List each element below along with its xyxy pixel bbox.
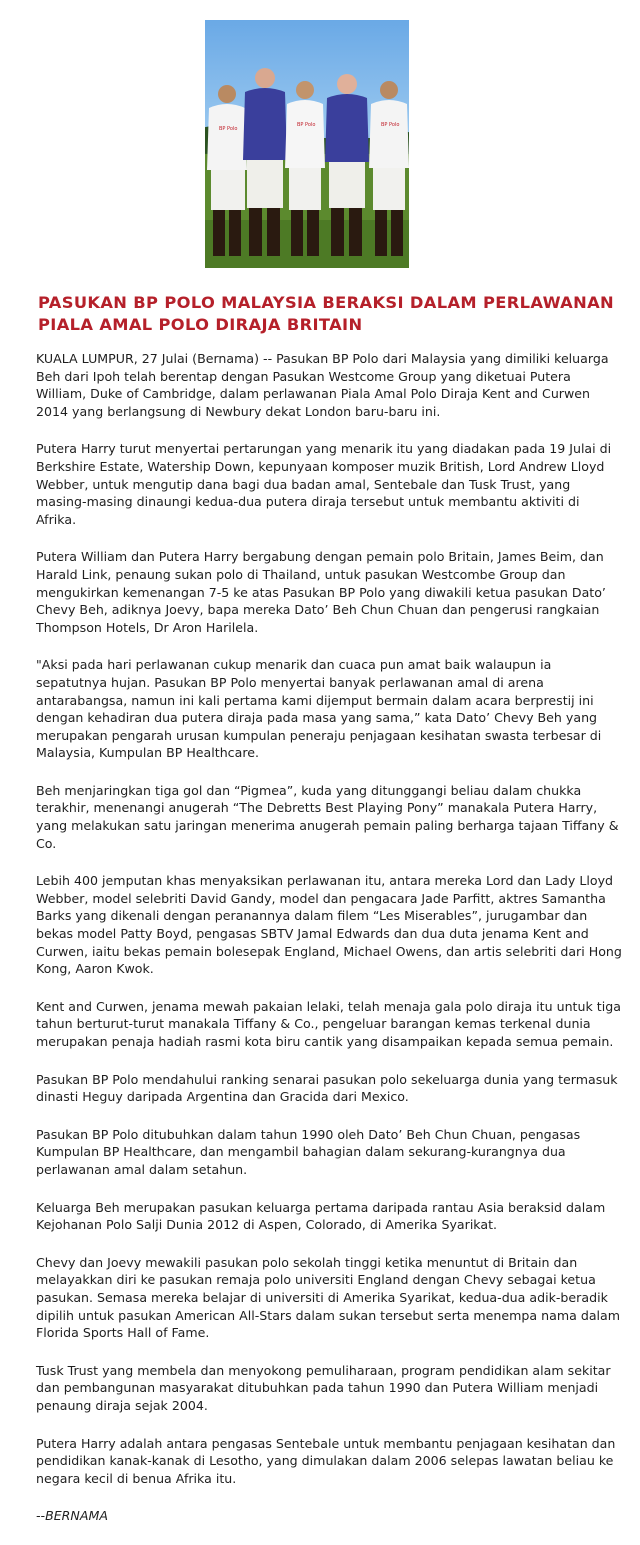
- article-headline: PASUKAN BP POLO MALAYSIA BERAKSI DALAM PERLAWANAN PIALA AMAL POLO DIRAJA BRITAIN: [38, 293, 615, 334]
- paragraph: Pasukan BP Polo mendahului ranking senarai pasukan polo sekeluarga dunia yang termasuk dinasti Heguy daripada Argentina dan Gracida dari Mexico.: [36, 1071, 618, 1105]
- paragraph: Kent and Curwen, jenama mewah pakaian lelaki, telah menaja gala polo diraja itu untuk tiga tahun berturut-turut manakala Tiffany & Co., pengeluar barangan kemas terkenal dunia merupakan penaja hadiah rasmi kota biru cantik yang disampaikan kepada semua pemain.: [36, 998, 621, 1049]
- paragraph: Putera Harry adalah antara pengasas Sentebale untuk membantu penjagaan kesihatan dan pendidikan kanak-kanak di Lesotho, yang dimulakan dalam 2006 selepas lawatan beliau ke negara kecil di benua Afrika itu.: [36, 1435, 616, 1486]
- shirt-logo: BP Polo: [219, 126, 238, 132]
- paragraph: Keluarga Beh merupakan pasukan keluarga pertama daripada rantau Asia beraksid dalam Kejohanan Polo Salji Dunia 2012 di Aspen, Colorado, di Amerika Syarikat.: [36, 1199, 606, 1233]
- paragraph: Tusk Trust yang membela dan menyokong pemuliharaan, program pendidikan alam sekitar dan pembangunan masyarakat ditubuhkan pada tahun 1990 dan Putera William menjadi penaung diraja sejak 2004.: [36, 1362, 611, 1413]
- byline: --BERNAMA: [36, 1508, 108, 1524]
- shirt-logo: BP Polo: [297, 122, 316, 128]
- paragraph: Putera William dan Putera Harry bergabung dengan pemain polo Britain, James Beim, dan Harald Link, penaung sukan polo di Thailand, untuk pasukan Westcombe Group dan mengukirkan kemenangan 7-5 ke atas Pasukan BP Polo yang diwakili ketua pasukan Dato’ Chevy Beh, adiknya Joevy, bapa mereka Dato’ Beh Chun Chuan dan pengerusi rangkaian Thompson Hotels, Dr Aron Harilela.: [36, 549, 606, 635]
- paragraph: Chevy dan Joevy mewakili pasukan polo sekolah tinggi ketika menuntut di Britain dan melayakkan diri ke pasukan remaja polo universiti England dengan Chevy sebagai ketua pasukan. Semasa mereka belajar di universiti di Amerika Syarikat, kedua-dua adik-beradik dipilih untuk pasukan American All-Stars dalam sukan tersebut serta menempa nama dalam Florida Sports Hall of Fame.: [36, 1254, 621, 1341]
- paragraph: Pasukan BP Polo ditubuhkan dalam tahun 1990 oleh Dato’ Beh Chun Chuan, pengasas Kumpulan BP Healthcare, dan mengambil bahagian dalam sekurang-kurangnya dua perlawanan amal dalam setahun.: [36, 1126, 581, 1177]
- paragraph: Lebih 400 jemputan khas menyaksikan perlawanan itu, antara mereka Lord dan Lady Lloyd Webber, model selebriti David Gandy, model dan pengacara Jade Parfitt, aktres Samantha Barks yang dikenali dengan peranannya dalam filem “Les Miserables”, jurugambar dan bekas model Patty Boyd, pengasas SBTV Jamal Edwards dan dua duta jenama Kent and Curwen, iaitu bekas pemain bolesepak England, Michael Owens, dan artis selebriti dari Hong Kong, Aaron Kwok.: [36, 873, 622, 977]
- paragraph: KUALA LUMPUR, 27 Julai (Bernama) -- Pasukan BP Polo dari Malaysia yang dimiliki keluarga Beh dari Ipoh telah berentap dengan Pasukan Westcome Group yang diketuai Putera William, Duke of Cambridge, dalam perlawanan Piala Amal Polo Diraja Kent and Curwen 2014 yang berlangsung di Newbury dekat London baru-baru ini.: [36, 351, 609, 419]
- paragraph: Putera Harry turut menyertai pertarungan yang menarik itu yang diadakan pada 19 Julai di Berkshire Estate, Watership Down, kepunyaan komposer muzik British, Lord Andrew Lloyd Webber, untuk mengutip dana bagi dua badan amal, Sentebale dan Tusk Trust, yang masing-masing dinaungi kedua-dua putera diraja tersebut untuk membantu aktiviti di Afrika.: [36, 441, 612, 527]
- paragraph: "Aksi pada hari perlawanan cukup menarik dan cuaca pun amat baik walaupun ia sepatutnya hujan. Pasukan BP Polo menyertai banyak perlawanan amal di arena antarabangsa, namun ini kali pertama kami dijemput bermain dalam acara berprestij ini dengan kehadiran dua putera diraja pada masa yang sama,” kata Dato’ Chevy Beh yang merupakan pengarah urusan kumpulan peneraju penjagaan kesihatan swasta terbesar di Malaysia, Kumpulan BP Healthcare.: [36, 657, 602, 761]
- shirt-logo: BP Polo: [381, 122, 400, 128]
- paragraph: Beh menjaringkan tiga gol dan “Pigmea”, kuda yang ditunggangi beliau dalam chukka terakhir, menenangi anugerah “The Debretts Best Playing Pony” manakala Putera Harry, yang melakukan satu jaringan menerima anugerah pemain paling berharga tajaan Tiffany & Co.: [36, 782, 619, 851]
- news-photo: [205, 20, 409, 268]
- article-body: [36, 350, 622, 1545]
- polo-players-photo: [205, 20, 409, 268]
